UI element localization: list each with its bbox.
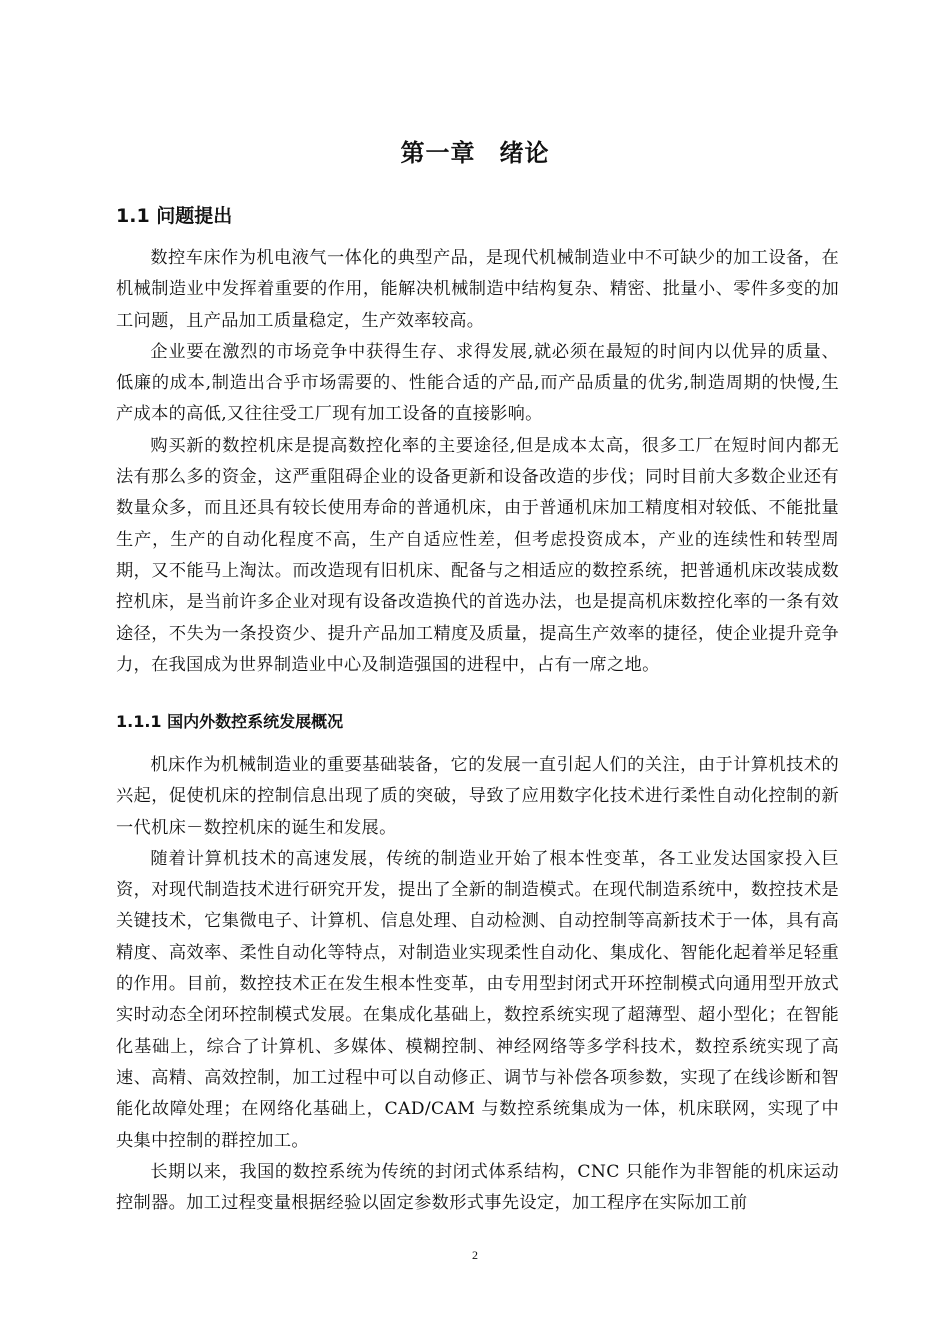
chapter-label: 第一章 [400,139,476,167]
section-1-1-1-body [116,750,839,1219]
chapter-name: 绪论 [499,139,550,167]
paragraph: 随着计算机技术的高速发展，传统的制造业开始了根本性变革，各工业发达国家投入巨资，对现代制造技术进行研究开发，提出了全新的制造模式。在现代制造系统中，数控技术是关键技术，它集微电子、计算机、信息处理、自动检测、自动控制等高新技术于一体，具有高精度、高效率、柔性自动化等特点，对制造业实现柔性自动化、集成化、智能化起着举足轻重的作用。目前，数控技术正在发生根本性变革，由专用型封闭式开环控制模式向通用型开放式实时动态全闭环控制模式发展。在集成化基础上，数控系统实现了超薄型、超小型化；在智能化基础上，综合了计算机、多媒体、模糊控制、神经网络等多学科技术，数控系统实现了高速、高精、高效控制，加工过程中可以自动修正、调节与补偿各项参数，实现了在线诊断和智能化故障处理；在网络化基础上，CAD/CAM 与数控系统集成为一体，机床联网，实现了中央集中控制的群控加工。 [116,848,839,1151]
chapter-title [0,133,950,168]
paragraph: 长期以来，我国的数控系统为传统的封闭式体系结构，CNC 只能作为非智能的机床运动控制器。加工过程变量根据经验以固定参数形式事先设定，加工程序在实际加工前 [116,1161,839,1214]
paragraph: 机床作为机械制造业的重要基础装备，它的发展一直引起人们的关注，由于计算机技术的兴起，促使机床的控制信息出现了质的突破，导致了应用数字化技术进行柔性自动化控制的新一代机床－数控机床的诞生和发展。 [116,755,839,838]
paragraph: 数控车床作为机电液气一体化的典型产品，是现代机械制造业中不可缺少的加工设备，在机械制造业中发挥着重要的作用，能解决机械制造中结构复杂、精密、批量小、零件多变的加工问题，且产品加工质量稳定，生产效率较高。 [116,248,839,331]
section-1-1-body [116,243,839,681]
paragraph: 购买新的数控机床是提高数控化率的主要途径,但是成本太高，很多工厂在短时间内都无法有那么多的资金，这严重阻碍企业的设备更新和设备改造的步伐；同时目前大多数企业还有数量众多，而且还具有较长使用寿命的普通机床，由于普通机床加工精度相对较低、不能批量生产，生产的自动化程度不高，生产自适应性差，但考虑投资成本，产业的连续性和转型周期，又不能马上淘汰。而改造现有旧机床、配备与之相适应的数控系统，把普通机床改装成数控机床，是当前许多企业对现有设备改造换代的首选办法，也是提高机床数控化率的一条有效途径，不失为一条投资少、提升产品加工精度及质量，提高生产效率的捷径，使企业提升竞争力，在我国成为世界制造业中心及制造强国的进程中，占有一席之地。 [116,435,839,675]
paragraph: 企业要在激烈的市场竞争中获得生存、求得发展,就必须在最短的时间内以优异的质量、低廉的成本,制造出合乎市场需要的、性能合适的产品,而产品质量的优劣,制造周期的快慢,生产成本的高低,又往往受工厂现有加工设备的直接影响。 [116,341,839,425]
section-heading-1-1: 1.1 问题提出 [116,205,233,227]
page-number: 2 [472,1248,478,1262]
section-heading-1-1-1: 1.1.1 国内外数控系统发展概况 [116,712,344,731]
